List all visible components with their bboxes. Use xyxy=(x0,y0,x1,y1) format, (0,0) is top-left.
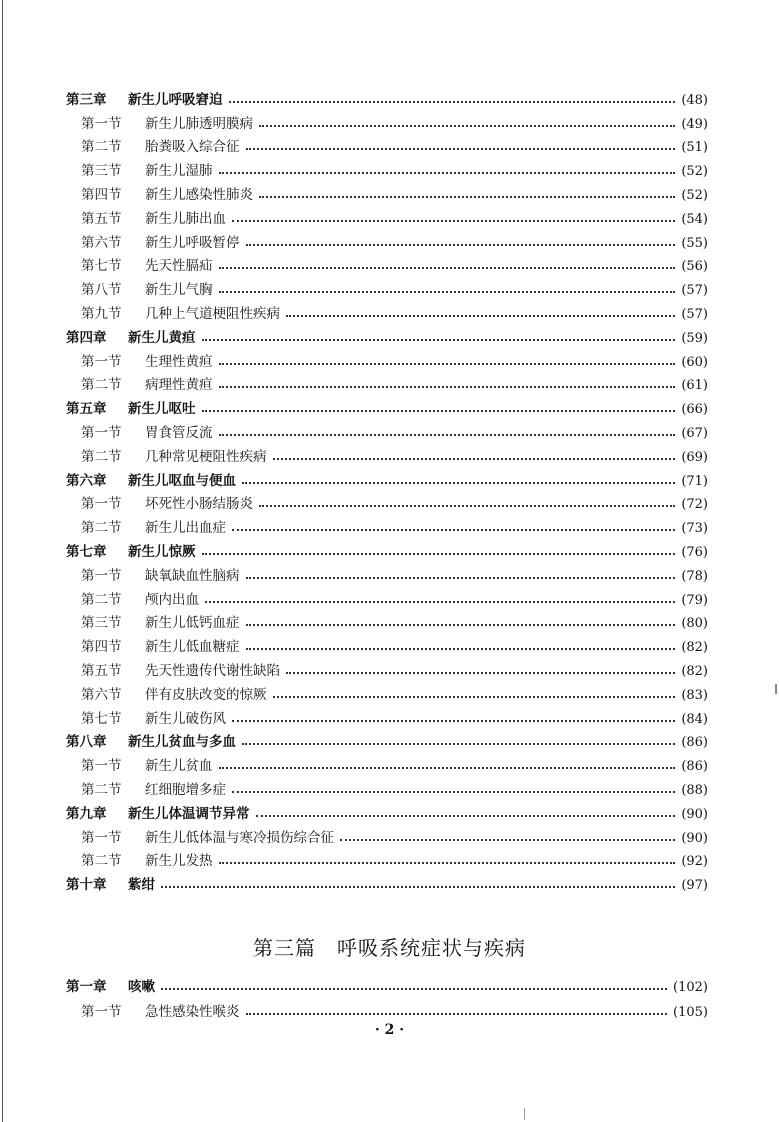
toc-entry-number: 第七节 xyxy=(81,710,122,727)
toc-entry-page: (88) xyxy=(681,782,708,798)
toc-entry-number: 第二节 xyxy=(81,520,122,537)
toc-entry-page: (67) xyxy=(681,425,708,441)
toc-dot-leader xyxy=(219,363,676,365)
toc-entry-title: 新生儿破伤风 xyxy=(145,710,226,727)
toc-dot-leader xyxy=(256,815,676,817)
toc-entry-title: 新生儿气胸 xyxy=(145,282,213,299)
toc-entry-number: 第四节 xyxy=(81,639,122,656)
toc-entry-page: (72) xyxy=(681,497,708,513)
toc-chapter-entry xyxy=(66,322,708,346)
toc-dot-leader xyxy=(219,862,676,864)
toc-entry-page: (59) xyxy=(681,330,708,346)
toc-entry-number: 第六节 xyxy=(81,234,122,251)
toc-entry-title: 生理性黄疸 xyxy=(145,353,213,370)
toc-entry-title: 咳嗽 xyxy=(128,979,155,995)
toc-entry-title: 新生儿肺出血 xyxy=(145,210,226,227)
toc-entry-page: (66) xyxy=(681,402,708,418)
toc-entry-title: 红细胞增多症 xyxy=(145,781,226,798)
toc-entry-title: 坏死性小肠结肠炎 xyxy=(145,496,253,513)
toc-section-entry xyxy=(66,774,708,798)
toc-dot-leader xyxy=(246,577,676,579)
toc-entry-title: 几种常见梗阻性疾病 xyxy=(145,448,267,465)
part-heading: 第三篇 呼吸系统症状与疾病 xyxy=(253,936,526,960)
toc-entry-page: (52) xyxy=(681,187,708,203)
toc-dot-leader xyxy=(229,101,676,103)
toc-section-entry xyxy=(66,298,708,322)
toc-dot-leader xyxy=(246,648,676,650)
toc-dot-leader xyxy=(273,458,676,460)
toc-entry-number: 第九节 xyxy=(81,305,122,322)
toc-dot-leader xyxy=(205,601,675,603)
toc-dot-leader xyxy=(202,410,676,412)
toc-chapter-entry xyxy=(66,970,708,995)
toc-entry-page: (51) xyxy=(681,140,708,156)
toc-dot-leader xyxy=(219,386,676,388)
toc-entry-title: 新生儿贫血 xyxy=(145,758,213,775)
toc-section-entry xyxy=(66,227,708,251)
toc-entry-title: 新生儿呕吐 xyxy=(128,401,196,418)
toc-chapter-entry xyxy=(66,798,708,822)
toc-section-entry xyxy=(66,560,708,584)
toc-entry-number: 第二节 xyxy=(81,853,122,870)
toc-entry-page: (61) xyxy=(681,378,708,394)
toc-entry-title: 伴有皮肤改变的惊厥 xyxy=(145,686,267,703)
toc-entry-number: 第五章 xyxy=(66,401,107,418)
toc-entry-title: 新生儿呕血与便血 xyxy=(128,472,236,489)
toc-section-entry xyxy=(66,179,708,203)
toc-entry-page: (54) xyxy=(681,211,708,227)
toc-entry-number: 第一节 xyxy=(81,496,122,513)
toc-dot-leader xyxy=(202,553,676,555)
toc-entry-title: 紫绀 xyxy=(128,877,155,894)
toc-entry-number: 第八章 xyxy=(66,734,107,751)
toc-section-entry xyxy=(66,679,708,703)
scan-mark xyxy=(524,1108,525,1120)
table-of-contents-part3 xyxy=(66,970,708,1020)
toc-section-entry xyxy=(66,846,708,870)
toc-dot-leader xyxy=(259,505,675,507)
toc-entry-number: 第三节 xyxy=(81,615,122,632)
toc-entry-number: 第一节 xyxy=(81,353,122,370)
toc-dot-leader xyxy=(286,315,675,317)
toc-dot-leader xyxy=(219,172,676,174)
toc-chapter-entry xyxy=(66,84,708,108)
toc-entry-number: 第十章 xyxy=(66,877,107,894)
toc-entry-title: 新生儿呼吸暂停 xyxy=(145,234,240,251)
toc-dot-leader xyxy=(219,291,676,293)
toc-section-entry xyxy=(66,489,708,513)
toc-entry-page: (86) xyxy=(681,759,708,775)
toc-entry-page: (48) xyxy=(681,92,708,108)
toc-entry-page: (82) xyxy=(681,640,708,656)
toc-section-entry xyxy=(66,703,708,727)
toc-entry-title: 新生儿发热 xyxy=(145,853,213,870)
toc-entry-number: 第二节 xyxy=(81,139,122,156)
toc-entry-title: 新生儿呼吸窘迫 xyxy=(128,91,223,108)
toc-entry-page: (82) xyxy=(681,663,708,679)
toc-entry-number: 第九章 xyxy=(66,805,107,822)
toc-dot-leader xyxy=(161,988,667,990)
toc-entry-number: 第六节 xyxy=(81,686,122,703)
toc-entry-page: (73) xyxy=(681,521,708,537)
toc-dot-leader xyxy=(232,220,675,222)
toc-entry-number: 第五节 xyxy=(81,662,122,679)
toc-section-entry xyxy=(66,274,708,298)
toc-entry-number: 第一节 xyxy=(81,115,122,132)
toc-section-entry xyxy=(66,155,708,179)
toc-section-entry xyxy=(66,608,708,632)
toc-entry-title: 胃食管反流 xyxy=(145,424,213,441)
toc-entry-title: 新生儿体温调节异常 xyxy=(128,805,250,822)
toc-entry-title: 新生儿肺透明膜病 xyxy=(145,115,253,132)
toc-entry-page: (105) xyxy=(673,1005,708,1020)
toc-entry-title: 急性感染性喉炎 xyxy=(145,1004,240,1020)
toc-section-entry xyxy=(66,203,708,227)
toc-entry-number: 第五节 xyxy=(81,210,122,227)
toc-chapter-entry xyxy=(66,869,708,893)
toc-entry-number: 第一节 xyxy=(81,829,122,846)
toc-entry-number: 第一章 xyxy=(66,979,107,995)
toc-dot-leader xyxy=(242,482,675,484)
toc-entry-title: 新生儿出血症 xyxy=(145,520,226,537)
toc-entry-number: 第四节 xyxy=(81,186,122,203)
toc-entry-title: 几种上气道梗阻性疾病 xyxy=(145,305,280,322)
toc-dot-leader xyxy=(232,529,675,531)
toc-entry-title: 新生儿黄疸 xyxy=(128,329,196,346)
toc-entry-page: (92) xyxy=(681,854,708,870)
toc-section-entry xyxy=(66,512,708,536)
toc-section-entry xyxy=(66,995,708,1020)
toc-entry-title: 胎粪吸入综合征 xyxy=(145,139,240,156)
toc-entry-page: (79) xyxy=(681,592,708,608)
toc-dot-leader xyxy=(219,434,676,436)
toc-dot-leader xyxy=(246,1013,668,1015)
toc-entry-title: 新生儿感染性肺炎 xyxy=(145,186,253,203)
toc-entry-title: 颅内出血 xyxy=(145,591,199,608)
toc-entry-page: (90) xyxy=(681,830,708,846)
toc-entry-title: 缺氧缺血性脑病 xyxy=(145,567,240,584)
toc-entry-number: 第二节 xyxy=(81,591,122,608)
toc-dot-leader xyxy=(259,125,675,127)
toc-section-entry xyxy=(66,417,708,441)
toc-entry-page: (78) xyxy=(681,568,708,584)
toc-entry-number: 第一节 xyxy=(81,424,122,441)
toc-chapter-entry xyxy=(66,465,708,489)
toc-entry-title: 新生儿惊厥 xyxy=(128,543,196,560)
toc-section-entry xyxy=(66,251,708,275)
toc-section-entry xyxy=(66,132,708,156)
page-number: · 2 · xyxy=(374,1022,405,1038)
toc-entry-number: 第二节 xyxy=(81,377,122,394)
toc-entry-page: (69) xyxy=(681,449,708,465)
toc-entry-number: 第二节 xyxy=(81,781,122,798)
toc-entry-title: 新生儿低体温与寒冷损伤综合征 xyxy=(145,829,334,846)
scan-mark xyxy=(775,684,777,694)
toc-entry-page: (49) xyxy=(681,116,708,132)
toc-entry-page: (86) xyxy=(681,735,708,751)
toc-entry-number: 第八节 xyxy=(81,282,122,299)
toc-entry-number: 第一节 xyxy=(81,1004,122,1020)
toc-section-entry xyxy=(66,655,708,679)
toc-section-entry xyxy=(66,822,708,846)
toc-entry-number: 第一节 xyxy=(81,758,122,775)
toc-section-entry xyxy=(66,631,708,655)
toc-entry-title: 先天性遗传代谢性缺陷 xyxy=(145,662,280,679)
toc-section-entry xyxy=(66,346,708,370)
toc-entry-page: (90) xyxy=(681,806,708,822)
toc-entry-page: (55) xyxy=(681,235,708,251)
toc-dot-leader xyxy=(242,743,675,745)
toc-chapter-entry xyxy=(66,536,708,560)
toc-dot-leader xyxy=(340,839,675,841)
toc-entry-page: (60) xyxy=(681,354,708,370)
toc-dot-leader xyxy=(232,720,675,722)
toc-entry-title: 先天性膈疝 xyxy=(145,258,213,275)
toc-dot-leader xyxy=(246,624,676,626)
toc-entry-title: 新生儿湿肺 xyxy=(145,163,213,180)
toc-dot-leader xyxy=(219,267,676,269)
toc-entry-number: 第四章 xyxy=(66,329,107,346)
toc-section-entry xyxy=(66,370,708,394)
toc-entry-page: (97) xyxy=(681,878,708,894)
toc-entry-number: 第二节 xyxy=(81,448,122,465)
toc-entry-number: 第三节 xyxy=(81,163,122,180)
toc-entry-title: 新生儿低钙血症 xyxy=(145,615,240,632)
toc-chapter-entry xyxy=(66,393,708,417)
toc-dot-leader xyxy=(259,196,675,198)
toc-dot-leader xyxy=(161,886,675,888)
toc-entry-page: (76) xyxy=(681,544,708,560)
toc-section-entry xyxy=(66,108,708,132)
toc-dot-leader xyxy=(273,696,676,698)
toc-dot-leader xyxy=(232,791,675,793)
toc-entry-number: 第七节 xyxy=(81,258,122,275)
toc-section-entry xyxy=(66,584,708,608)
toc-entry-page: (84) xyxy=(681,711,708,727)
toc-entry-page: (57) xyxy=(681,306,708,322)
table-of-contents xyxy=(66,84,708,893)
toc-entry-page: (71) xyxy=(681,473,708,489)
toc-entry-number: 第一节 xyxy=(81,567,122,584)
toc-entry-title: 新生儿低血糖症 xyxy=(145,639,240,656)
toc-entry-page: (57) xyxy=(681,283,708,299)
toc-chapter-entry xyxy=(66,727,708,751)
toc-entry-page: (52) xyxy=(681,164,708,180)
toc-entry-number: 第三章 xyxy=(66,91,107,108)
toc-dot-leader xyxy=(202,339,676,341)
toc-dot-leader xyxy=(219,767,676,769)
toc-dot-leader xyxy=(246,148,676,150)
toc-section-entry xyxy=(66,750,708,774)
toc-section-entry xyxy=(66,441,708,465)
toc-entry-title: 新生儿贫血与多血 xyxy=(128,734,236,751)
toc-entry-page: (102) xyxy=(673,980,708,995)
toc-entry-page: (80) xyxy=(681,616,708,632)
toc-entry-page: (56) xyxy=(681,259,708,275)
toc-dot-leader xyxy=(246,244,676,246)
toc-entry-number: 第六章 xyxy=(66,472,107,489)
toc-dot-leader xyxy=(286,672,675,674)
toc-entry-title: 病理性黄疸 xyxy=(145,377,213,394)
toc-entry-number: 第七章 xyxy=(66,543,107,560)
toc-entry-page: (83) xyxy=(681,687,708,703)
